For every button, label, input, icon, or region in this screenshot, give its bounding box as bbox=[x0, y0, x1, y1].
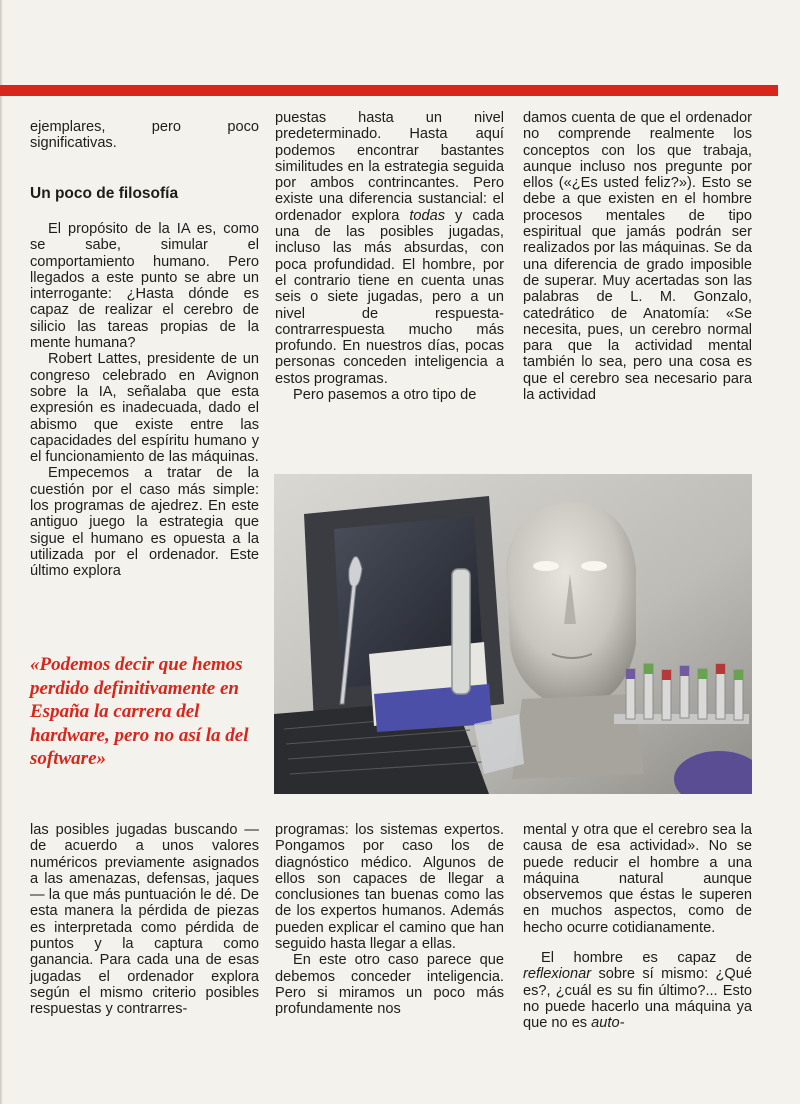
page-edge bbox=[0, 0, 3, 1104]
pull-quote: «Podemos decir que hemos perdido definitivamente en España la carrera del hardware, pero no así la del software» bbox=[30, 654, 249, 769]
column-1-top bbox=[30, 119, 259, 152]
section-heading: Un poco de filosofía bbox=[30, 185, 179, 202]
emphasis: auto- bbox=[591, 1015, 625, 1032]
text-run: puestas hasta un nivel predeterminado. Hasta aquí podemos encontrar bastantes similitudes en la estrategia seguida por ambos contrincantes. Pero existe una diferencia sustancial: el ordenador explora bbox=[275, 110, 504, 224]
paragraph: El propósito de la IA es, como se sabe, simular el comportamiento humano. Pero llegados a este punto se abre un interrogante: ¿Hasta dónde es capaz de realizar el cerebro de silicio las tareas propias de la mente humana? bbox=[30, 221, 259, 352]
column-3-bottom bbox=[523, 822, 752, 1032]
photo-mannequin-head-computer bbox=[274, 474, 752, 794]
column-3-top bbox=[523, 110, 752, 403]
text-run: y cada una de las posibles jugadas, incluso las más absurdas, con poca profundidad. El hombre, por el contrario tiene en cuenta unas seis o siete jugadas, pero a un nivel de respuesta-contrarrespuesta mucho más profundo. En nuestros días, pocas personas conceden inteligencia a estos programas. bbox=[275, 207, 504, 387]
paragraph: programas: los sistemas expertos. Pongamos por caso los de diagnóstico médico. Algunos de ellos son capaces de llegar a conclusiones tan buenas como las de los expertos humanos. Además pueden explicar el camino que han seguido hasta llegar a ellas. bbox=[275, 822, 504, 953]
column-1-body bbox=[30, 221, 259, 580]
column-1-bottom bbox=[30, 822, 259, 1018]
text-run: sobre sí mismo: ¿Qué es?, ¿cuál es su fin último?... Esto no puede hacerlo una máquina ya que no es bbox=[523, 966, 752, 1032]
paragraph: las posibles jugadas buscando —de acuerdo a unos valores numéricos previamente asignados a las amenazas, defensas, jaques— la que más puntuación le dé. De esta manera la pérdida de piezas es interpretada como pérdida de puntos y la captura como ganancia. Para cada una de esas jugadas el ordenador explora según el mismo criterio posibles respuestas y contrarres- bbox=[30, 822, 259, 1018]
emphasis: todas bbox=[409, 207, 446, 224]
header-red-rule bbox=[0, 85, 778, 96]
paragraph: En este otro caso parece que debemos conceder inteligencia. Pero si miramos un poco más profundamente nos bbox=[275, 952, 504, 1018]
paragraph bbox=[523, 950, 752, 1031]
photo-illustration bbox=[274, 474, 752, 794]
paragraph: ejemplares, pero poco significativas. bbox=[30, 119, 259, 152]
text-run: El hombre es capaz de bbox=[541, 950, 752, 967]
paragraph bbox=[275, 110, 504, 387]
emphasis: reflexionar bbox=[523, 966, 592, 983]
column-2-top bbox=[275, 110, 504, 403]
paragraph: Pero pasemos a otro tipo de bbox=[293, 387, 477, 404]
paragraph: Empecemos a tratar de la cuestión por el caso más simple: los programas de ajedrez. En este antiguo juego la estrategia que sigue el humano es opuesta a la utilizada por el ordenador. Este último explora bbox=[30, 465, 259, 580]
paragraph: damos cuenta de que el ordenador no comprende realmente los conceptos con los que trabaja, aunque incluso nos pregunte por ellos («¿Es usted feliz?»). Esto se debe a que existen en el hombre procesos mentales de tipo espiritual que jamás podrán ser realizados por las máquinas. Se da una diferencia de grado imposible de superar. Muy acertadas son las palabras de L. M. Gonzalo, catedrático de Anatomía: «Se necesita, pues, un cerebro normal para que la actividad mental también lo sea, pero una cosa es que el cerebro sea necesario para la actividad bbox=[523, 110, 752, 404]
column-2-bottom bbox=[275, 822, 504, 1018]
paragraph: mental y otra que el cerebro sea la causa de esa actividad». No se puede reducir el hombre a una máquina natural aunque observemos que éstas le superen en muchos aspectos, como de hecho ocurre cotidianamente. bbox=[523, 822, 752, 936]
paragraph: Robert Lattes, presidente de un congreso celebrado en Avignon sobre la IA, señalaba que esta expresión es inadecuada, dado el abismo que existe entre las capacidades del espíritu humano y el funcionamiento de las máquinas. bbox=[30, 351, 259, 466]
